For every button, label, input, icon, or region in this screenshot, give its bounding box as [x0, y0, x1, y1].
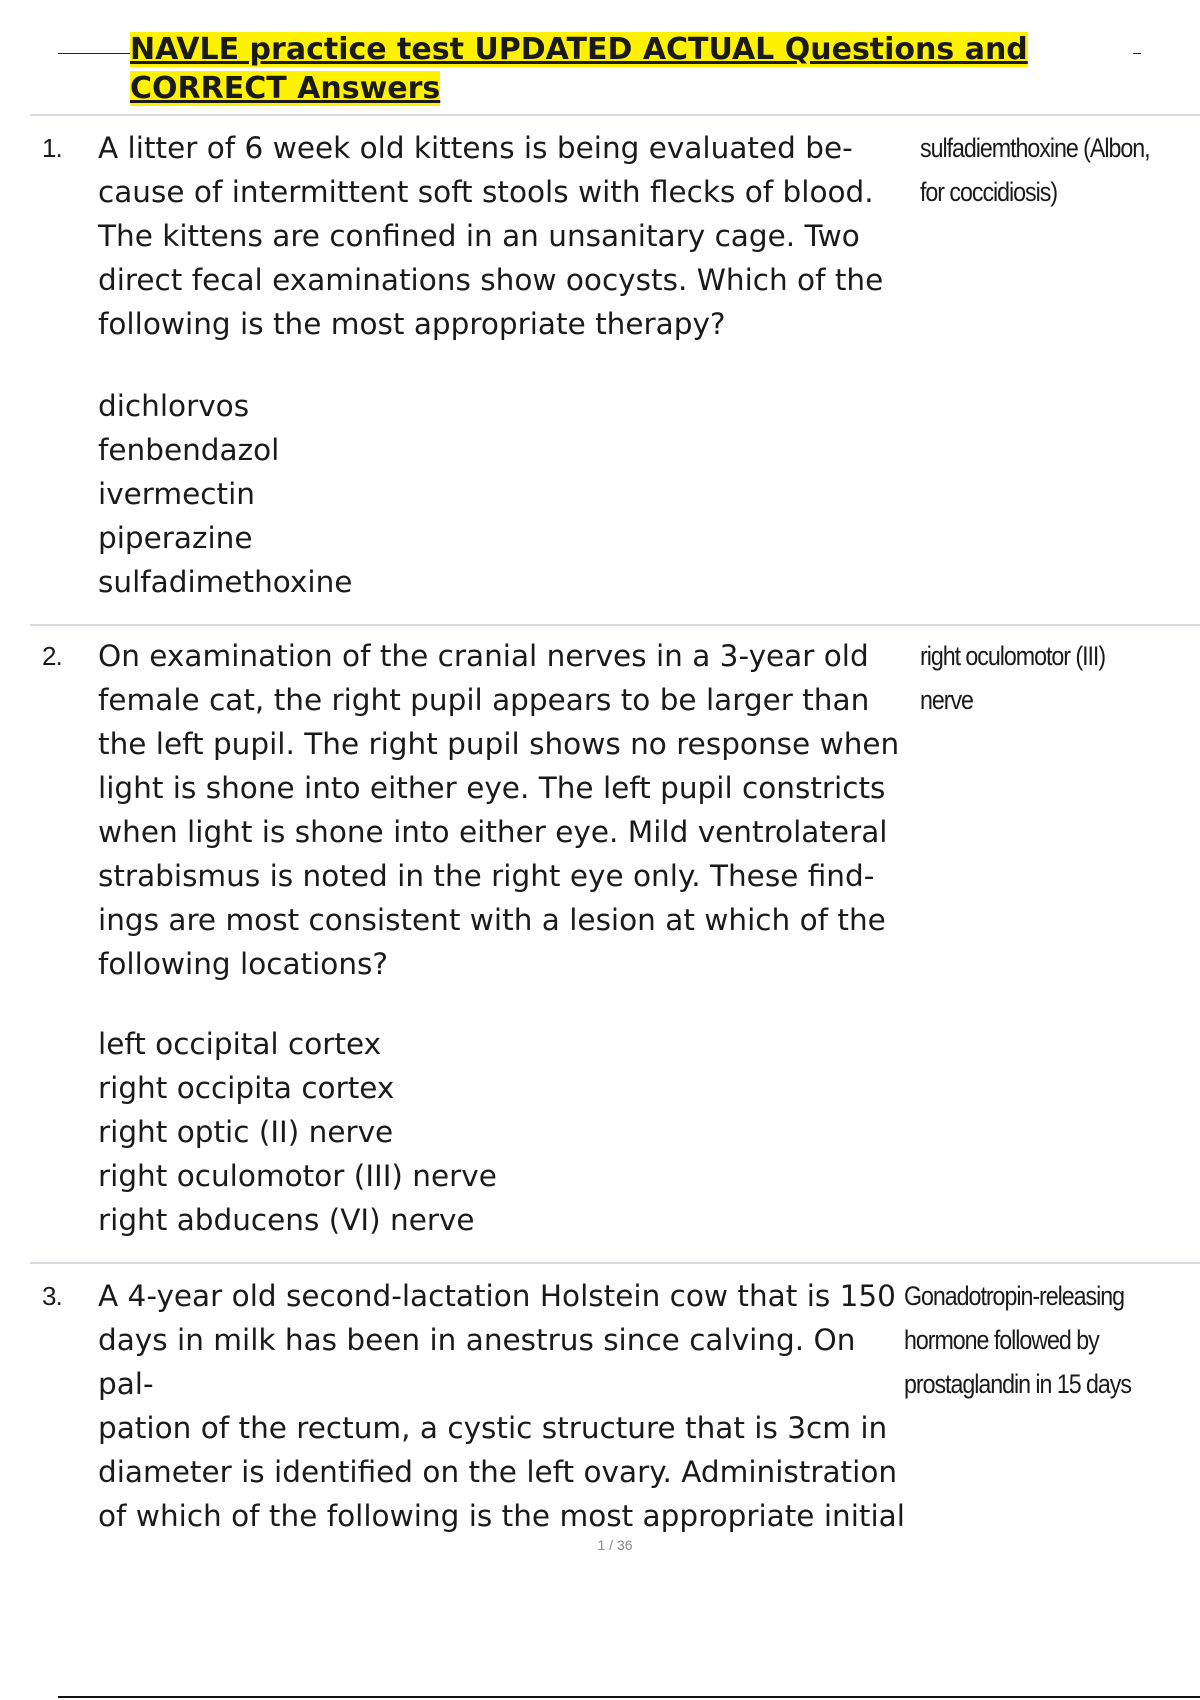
options-list: [98, 1022, 698, 1242]
option: sulfadimethoxine: [98, 565, 353, 599]
option: right abducens (VI) nerve: [98, 1203, 475, 1237]
question-number: 1.: [42, 133, 62, 163]
question-text: A litter of 6 week old kittens is being evaluated be- cause of intermittent soft stools with flecks of blood. The kittens are confined in an unsanitary cage. Two direct fecal examinations show oocysts. Which of the following is the most appropriate therapy?: [98, 131, 884, 341]
footer-rule: [58, 1696, 1200, 1698]
page-title: [130, 30, 1140, 108]
option: ivermectin: [98, 477, 255, 511]
page-number: 1 / 36: [597, 1537, 633, 1553]
options-list: [98, 384, 698, 604]
option: piperazine: [98, 521, 253, 555]
question-text: On examination of the cranial nerves in a 3-year old female cat, the right pupil appears to be larger than the left pupil. The right pupil shows no response when light is shone into either eye. The left pupil constricts when light is shone into either eye. Mild ventrolateral strabismus is noted in the right eye only. These find- ings are most consistent with a lesion at which of the following locations?: [98, 639, 900, 981]
option: fenbendazol: [98, 433, 280, 467]
divider: [30, 1262, 1200, 1264]
answer-text: sulfadiemthoxine (Albon, for coccidiosis): [920, 133, 1150, 207]
question-number: 2.: [42, 641, 62, 671]
option: left occipital cortex: [98, 1027, 382, 1061]
title-tick: [1133, 53, 1141, 54]
question-number: 3.: [42, 1281, 62, 1311]
question-text: A 4-year old second-lactation Holstein cow that is 150 days in milk has been in anestrus since calving. On pal- pation of the rectum, a cystic structure that is 3cm in diameter is identified on the left ovary. Administration of which of the following is the most appropriate initial: [98, 1279, 905, 1533]
option: right occipita cortex: [98, 1071, 395, 1105]
header-rule: [58, 53, 130, 54]
answer-text: right oculomotor (III) nerve: [920, 641, 1106, 715]
divider: [30, 114, 1200, 116]
title-text: NAVLE practice test UPDATED ACTUAL Questions and CORRECT Answers: [130, 32, 1028, 106]
option: dichlorvos: [98, 389, 250, 423]
divider: [30, 624, 1200, 626]
option: right oculomotor (III) nerve: [98, 1159, 497, 1193]
answer-text: Gonadotropin-releasing hormone followed by prostaglandin in 15 days: [904, 1281, 1131, 1399]
option: right optic (II) nerve: [98, 1115, 394, 1149]
